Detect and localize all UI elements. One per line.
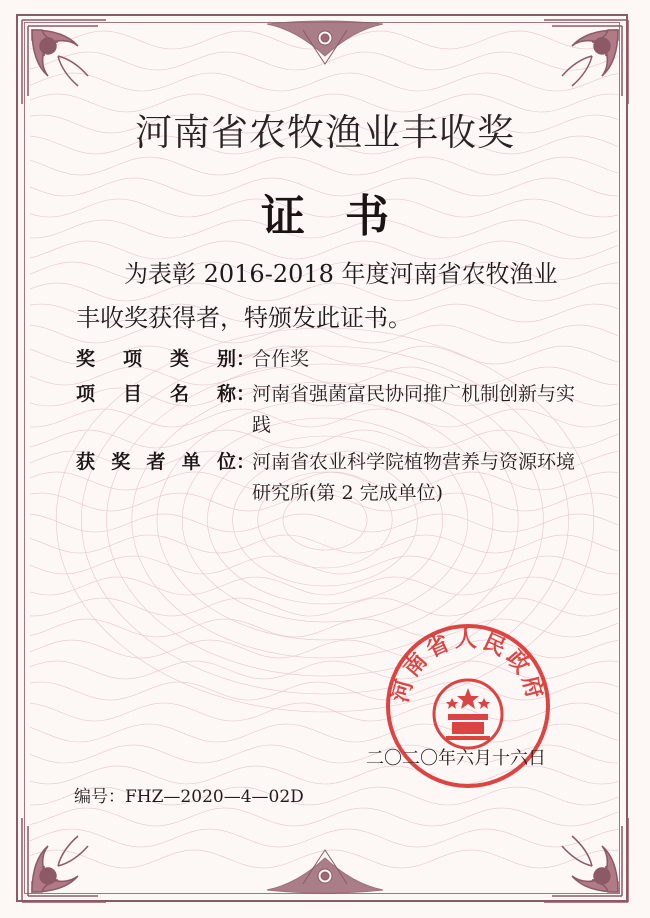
field-colon: ： [236, 451, 256, 473]
certificate-subtitle: 证书 [261, 191, 429, 242]
field-label: 项目名称 [76, 383, 236, 405]
field-value: 合作奖 [252, 348, 310, 370]
serial-number [74, 782, 304, 807]
corner-ornament-icon [540, 16, 632, 108]
issue-date: 二〇二〇年六月十六日 [366, 748, 546, 769]
field-value: 河南省农业科学院植物营养与资源环境研究所(第 2 完成单位) [252, 451, 576, 504]
field-label: 奖项类别 [76, 348, 236, 370]
certificate-title: 河南省农牧渔业丰收奖 [135, 111, 515, 154]
top-ornament-icon [263, 16, 387, 80]
award-fields [76, 344, 576, 513]
bottom-ornament-icon [263, 834, 387, 898]
serial-value: FHZ—2020—4—02D [125, 787, 304, 807]
field-colon: ： [236, 348, 256, 370]
corner-ornament-icon [18, 16, 110, 108]
field-project-name [76, 379, 576, 441]
field-label: 获奖者单位 [76, 451, 236, 473]
field-colon: ： [236, 383, 256, 405]
corner-ornament-icon [18, 814, 110, 906]
corner-ornament-icon [540, 814, 632, 906]
field-award-category [76, 344, 576, 375]
field-awardee-unit [76, 447, 576, 509]
certificate-body: 为表彰 2016-2018 年度河南省农牧渔业丰收奖获得者，特颁发此证书。 [76, 260, 558, 332]
field-value: 河南省强菌富民协同推广机制创新与实践 [252, 383, 576, 436]
seal-text: 河南省人民政府 [388, 627, 548, 706]
serial-label: 编号： [74, 787, 125, 807]
